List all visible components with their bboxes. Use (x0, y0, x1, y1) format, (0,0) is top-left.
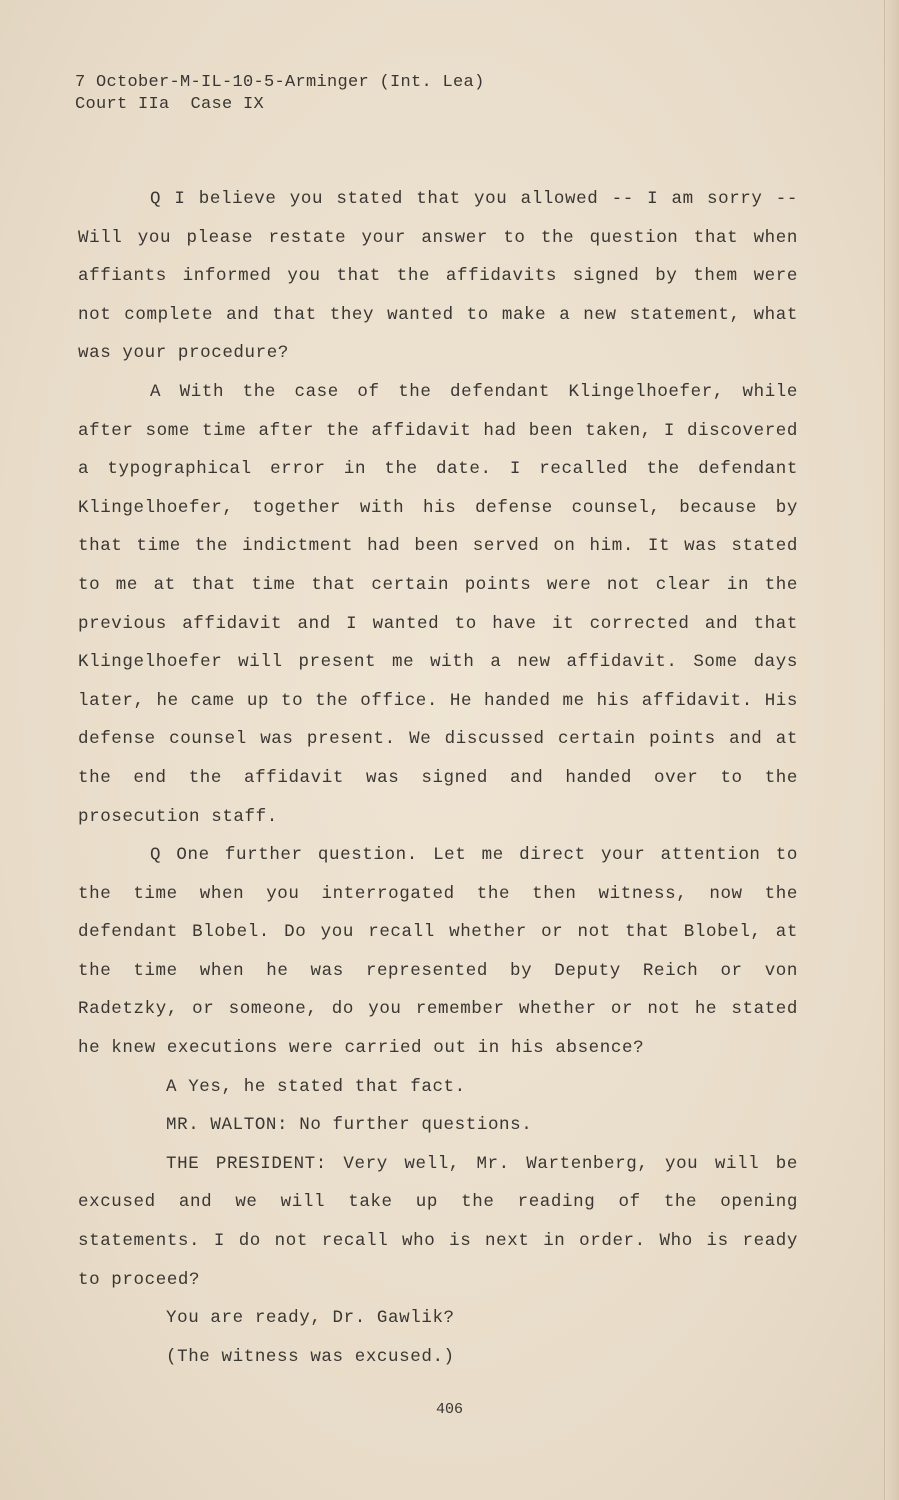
answer-paragraph: A Yes, he stated that fact. (166, 1076, 466, 1097)
page-edge (884, 0, 899, 1500)
page-number: 406 (435, 1401, 463, 1418)
question-paragraph: Q I believe you stated that you allowed -- I am sorry -- Will you please restate your answer to the question that when affiants informed you that the affidavits signed by them were not complete and that they wanted to make a new statement, what was your procedure? (78, 189, 798, 364)
header-court-line: Court IIa Case IX (75, 95, 265, 114)
question-paragraph: Q One further question. Let me direct your attention to the time when you interrogated the then witness, now the defendant Blobel. Do you recall whether or not that Blobel, at the time when he was represented by Deputy Reich or von Radetzky, or someone, do you remember whether or not he stated he knew executions were carried out in his absence? (78, 845, 798, 1059)
answer-paragraph: A With the case of the defendant Klingelhoefer, while after some time after the affidavit had been taken, I discovered a typographical error in the date. I recalled the defendant Klingelhoefer, together with his defense counsel, because by that time the indictment had been served on him. It was stated to me at that time that certain points were not clear in the previous affidavit and I wanted to have it corrected and that Klingelhoefer will present me with a new affidavit. Some days later, he came up to the office. He handed me his affidavit. His defense counsel was present. We discussed certain points and at the end the affidavit was signed and handed over to the prosecution staff. (78, 381, 798, 827)
speaker-paragraph: You are ready, Dr. Gawlik? (166, 1308, 455, 1329)
header-session-line: 7 October-M-IL-10-5-Arminger (Int. Lea) (75, 73, 485, 92)
speaker-paragraph: MR. WALTON: No further questions. (166, 1115, 533, 1136)
stage-direction: (The witness was excused.) (166, 1346, 455, 1367)
speaker-paragraph: THE PRESIDENT: Very well, Mr. Wartenberg, you will be excused and we will take up the reading of the opening statements. I do not recall who is next in order. Who is ready to proceed? (78, 1153, 798, 1290)
transcript-body (78, 180, 798, 1376)
document-header (75, 72, 485, 116)
